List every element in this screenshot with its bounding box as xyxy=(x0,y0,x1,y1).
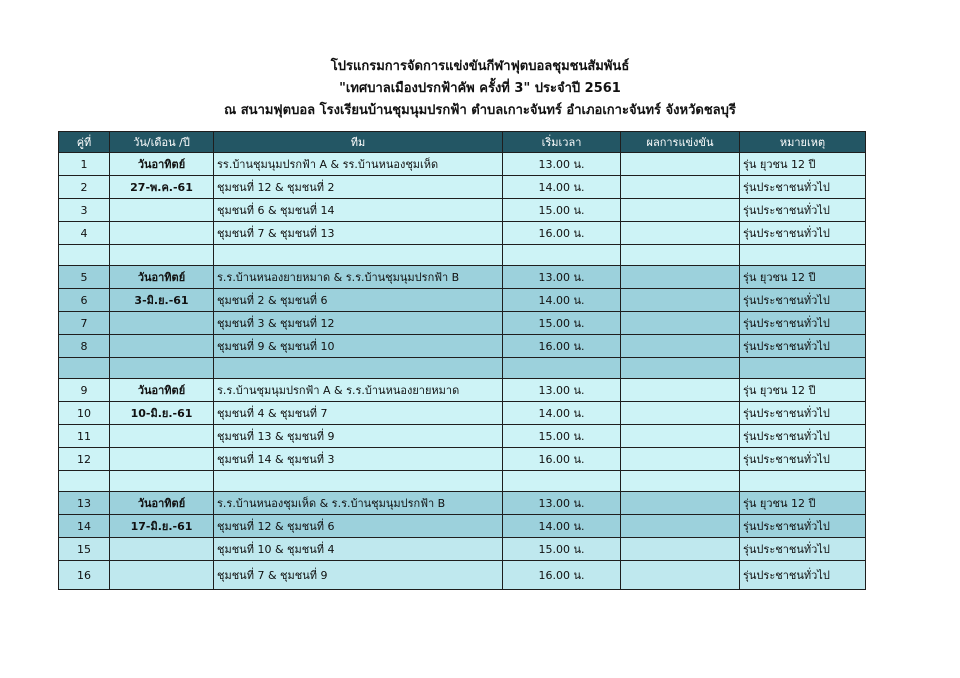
pair-number: 4 xyxy=(59,222,110,245)
note-cell: รุ่นประชาชนทั่วไป xyxy=(740,561,866,590)
document-header xyxy=(0,56,960,122)
note-cell: รุ่นประชาชนทั่วไป xyxy=(740,289,866,312)
start-time: 13.00 น. xyxy=(503,153,621,176)
table-row xyxy=(59,561,866,590)
spacer-row xyxy=(59,245,866,266)
teams-cell: ชุมชนที่ 9 & ชุมชนที่ 10 xyxy=(214,335,503,358)
start-time: 13.00 น. xyxy=(503,266,621,289)
pair-number: 10 xyxy=(59,402,110,425)
teams-cell: ชุมชนที่ 2 & ชุมชนที่ 6 xyxy=(214,289,503,312)
teams-cell: ชุมชนที่ 7 & ชุมชนที่ 13 xyxy=(214,222,503,245)
start-time: 14.00 น. xyxy=(503,402,621,425)
start-time: 15.00 น. xyxy=(503,425,621,448)
start-time: 14.00 น. xyxy=(503,289,621,312)
match-date: 3-มิ.ย.-61 xyxy=(110,289,214,312)
match-date: วันอาทิตย์ xyxy=(110,153,214,176)
pair-number: 16 xyxy=(59,561,110,590)
note-cell: รุ่นประชาชนทั่วไป xyxy=(740,448,866,471)
pair-number: 8 xyxy=(59,335,110,358)
result-cell xyxy=(621,538,740,561)
teams-cell: ร.ร.บ้านหนองยายหมาด & ร.ร.บ้านชุมนุมปรกฟ้า B xyxy=(214,266,503,289)
pair-number: 13 xyxy=(59,492,110,515)
start-time: 13.00 น. xyxy=(503,379,621,402)
table-row xyxy=(59,153,866,176)
teams-cell: ชุมชนที่ 7 & ชุมชนที่ 9 xyxy=(214,561,503,590)
start-time: 15.00 น. xyxy=(503,199,621,222)
table-row xyxy=(59,379,866,402)
table-row xyxy=(59,199,866,222)
result-cell xyxy=(621,448,740,471)
pair-number: 11 xyxy=(59,425,110,448)
result-cell xyxy=(621,515,740,538)
teams-cell: ร.ร.บ้านชุมนุมปรกฟ้า A & ร.ร.บ้านหนองยายหมาด xyxy=(214,379,503,402)
result-cell xyxy=(621,402,740,425)
table-row xyxy=(59,515,866,538)
teams-cell: ชุมชนที่ 6 & ชุมชนที่ 14 xyxy=(214,199,503,222)
match-schedule-table xyxy=(58,131,866,590)
note-cell: รุ่นประชาชนทั่วไป xyxy=(740,199,866,222)
column-header-time: เริ่มเวลา xyxy=(503,132,621,153)
pair-number: 7 xyxy=(59,312,110,335)
pair-number: 9 xyxy=(59,379,110,402)
start-time: 14.00 น. xyxy=(503,515,621,538)
table-row xyxy=(59,425,866,448)
spacer-row xyxy=(59,471,866,492)
table-row xyxy=(59,176,866,199)
start-time: 15.00 น. xyxy=(503,312,621,335)
table-row xyxy=(59,222,866,245)
match-date: 10-มิ.ย.-61 xyxy=(110,402,214,425)
note-cell: รุ่นประชาชนทั่วไป xyxy=(740,176,866,199)
table-row xyxy=(59,289,866,312)
note-cell: รุ่น ยุวชน 12 ปี xyxy=(740,492,866,515)
result-cell xyxy=(621,199,740,222)
result-cell xyxy=(621,312,740,335)
note-cell: รุ่นประชาชนทั่วไป xyxy=(740,425,866,448)
result-cell xyxy=(621,266,740,289)
teams-cell: ร.ร.บ้านหนองชุมเห็ด & ร.ร.บ้านชุมนุมปรกฟ้า B xyxy=(214,492,503,515)
result-cell xyxy=(621,222,740,245)
teams-cell: ชุมชนที่ 10 & ชุมชนที่ 4 xyxy=(214,538,503,561)
column-header-date: วัน/เดือน /ปี xyxy=(110,132,214,153)
match-date xyxy=(110,335,214,358)
match-date xyxy=(110,199,214,222)
note-cell: รุ่นประชาชนทั่วไป xyxy=(740,312,866,335)
table-row xyxy=(59,312,866,335)
pair-number: 2 xyxy=(59,176,110,199)
note-cell: รุ่นประชาชนทั่วไป xyxy=(740,538,866,561)
pair-number: 15 xyxy=(59,538,110,561)
match-date xyxy=(110,448,214,471)
note-cell: รุ่นประชาชนทั่วไป xyxy=(740,335,866,358)
note-cell: รุ่น ยุวชน 12 ปี xyxy=(740,153,866,176)
teams-cell: ชุมชนที่ 12 & ชุมชนที่ 6 xyxy=(214,515,503,538)
match-date xyxy=(110,222,214,245)
result-cell xyxy=(621,379,740,402)
pair-number: 6 xyxy=(59,289,110,312)
table-row xyxy=(59,402,866,425)
result-cell xyxy=(621,492,740,515)
match-date: วันอาทิตย์ xyxy=(110,266,214,289)
match-date: 27-พ.ค.-61 xyxy=(110,176,214,199)
note-cell: รุ่นประชาชนทั่วไป xyxy=(740,222,866,245)
table-row xyxy=(59,492,866,515)
table-header-row xyxy=(59,132,866,153)
teams-cell: ชุมชนที่ 3 & ชุมชนที่ 12 xyxy=(214,312,503,335)
start-time: 13.00 น. xyxy=(503,492,621,515)
start-time: 16.00 น. xyxy=(503,335,621,358)
title-line-1: โปรแกรมการจัดการแข่งขันกีฬาฟุตบอลชุมชนสัมพันธ์ xyxy=(330,59,630,74)
match-date xyxy=(110,538,214,561)
table-row xyxy=(59,266,866,289)
spacer-row xyxy=(59,358,866,379)
match-date xyxy=(110,312,214,335)
result-cell xyxy=(621,289,740,312)
teams-cell: ชุมชนที่ 13 & ชุมชนที่ 9 xyxy=(214,425,503,448)
match-date: วันอาทิตย์ xyxy=(110,379,214,402)
table-row xyxy=(59,538,866,561)
note-cell: รุ่นประชาชนทั่วไป xyxy=(740,402,866,425)
start-time: 16.00 น. xyxy=(503,222,621,245)
pair-number: 12 xyxy=(59,448,110,471)
note-cell: รุ่น ยุวชน 12 ปี xyxy=(740,266,866,289)
pair-number: 14 xyxy=(59,515,110,538)
match-date: 17-มิ.ย.-61 xyxy=(110,515,214,538)
match-date xyxy=(110,425,214,448)
result-cell xyxy=(621,153,740,176)
column-header-team: ทีม xyxy=(214,132,503,153)
pair-number: 1 xyxy=(59,153,110,176)
title-line-2: "เทศบาลเมืองปรกฟ้าคัพ ครั้งที่ 3" ประจำปี 2561 xyxy=(339,81,621,96)
start-time: 16.00 น. xyxy=(503,561,621,590)
note-cell: รุ่นประชาชนทั่วไป xyxy=(740,515,866,538)
teams-cell: ชุมชนที่ 14 & ชุมชนที่ 3 xyxy=(214,448,503,471)
match-date xyxy=(110,561,214,590)
table-row xyxy=(59,335,866,358)
result-cell xyxy=(621,425,740,448)
column-header-result: ผลการแข่งขัน xyxy=(621,132,740,153)
teams-cell: ชุมชนที่ 4 & ชุมชนที่ 7 xyxy=(214,402,503,425)
result-cell xyxy=(621,561,740,590)
column-header-note: หมายเหตุ xyxy=(740,132,866,153)
match-date: วันอาทิตย์ xyxy=(110,492,214,515)
start-time: 16.00 น. xyxy=(503,448,621,471)
teams-cell: ชุมชนที่ 12 & ชุมชนที่ 2 xyxy=(214,176,503,199)
note-cell: รุ่น ยุวชน 12 ปี xyxy=(740,379,866,402)
pair-number: 5 xyxy=(59,266,110,289)
result-cell xyxy=(621,335,740,358)
teams-cell: รร.บ้านชุมนุมปรกฟ้า A & รร.บ้านหนองชุมเห็ด xyxy=(214,153,503,176)
result-cell xyxy=(621,176,740,199)
pair-number: 3 xyxy=(59,199,110,222)
table-row xyxy=(59,448,866,471)
start-time: 15.00 น. xyxy=(503,538,621,561)
title-line-3: ณ สนามฟุตบอล โรงเรียนบ้านชุมนุมปรกฟ้า ตำบลเกาะจันทร์ อำเภอเกาะจันทร์ จังหวัดชลบุรี xyxy=(224,103,736,118)
column-header-pair: คู่ที่ xyxy=(59,132,110,153)
start-time: 14.00 น. xyxy=(503,176,621,199)
